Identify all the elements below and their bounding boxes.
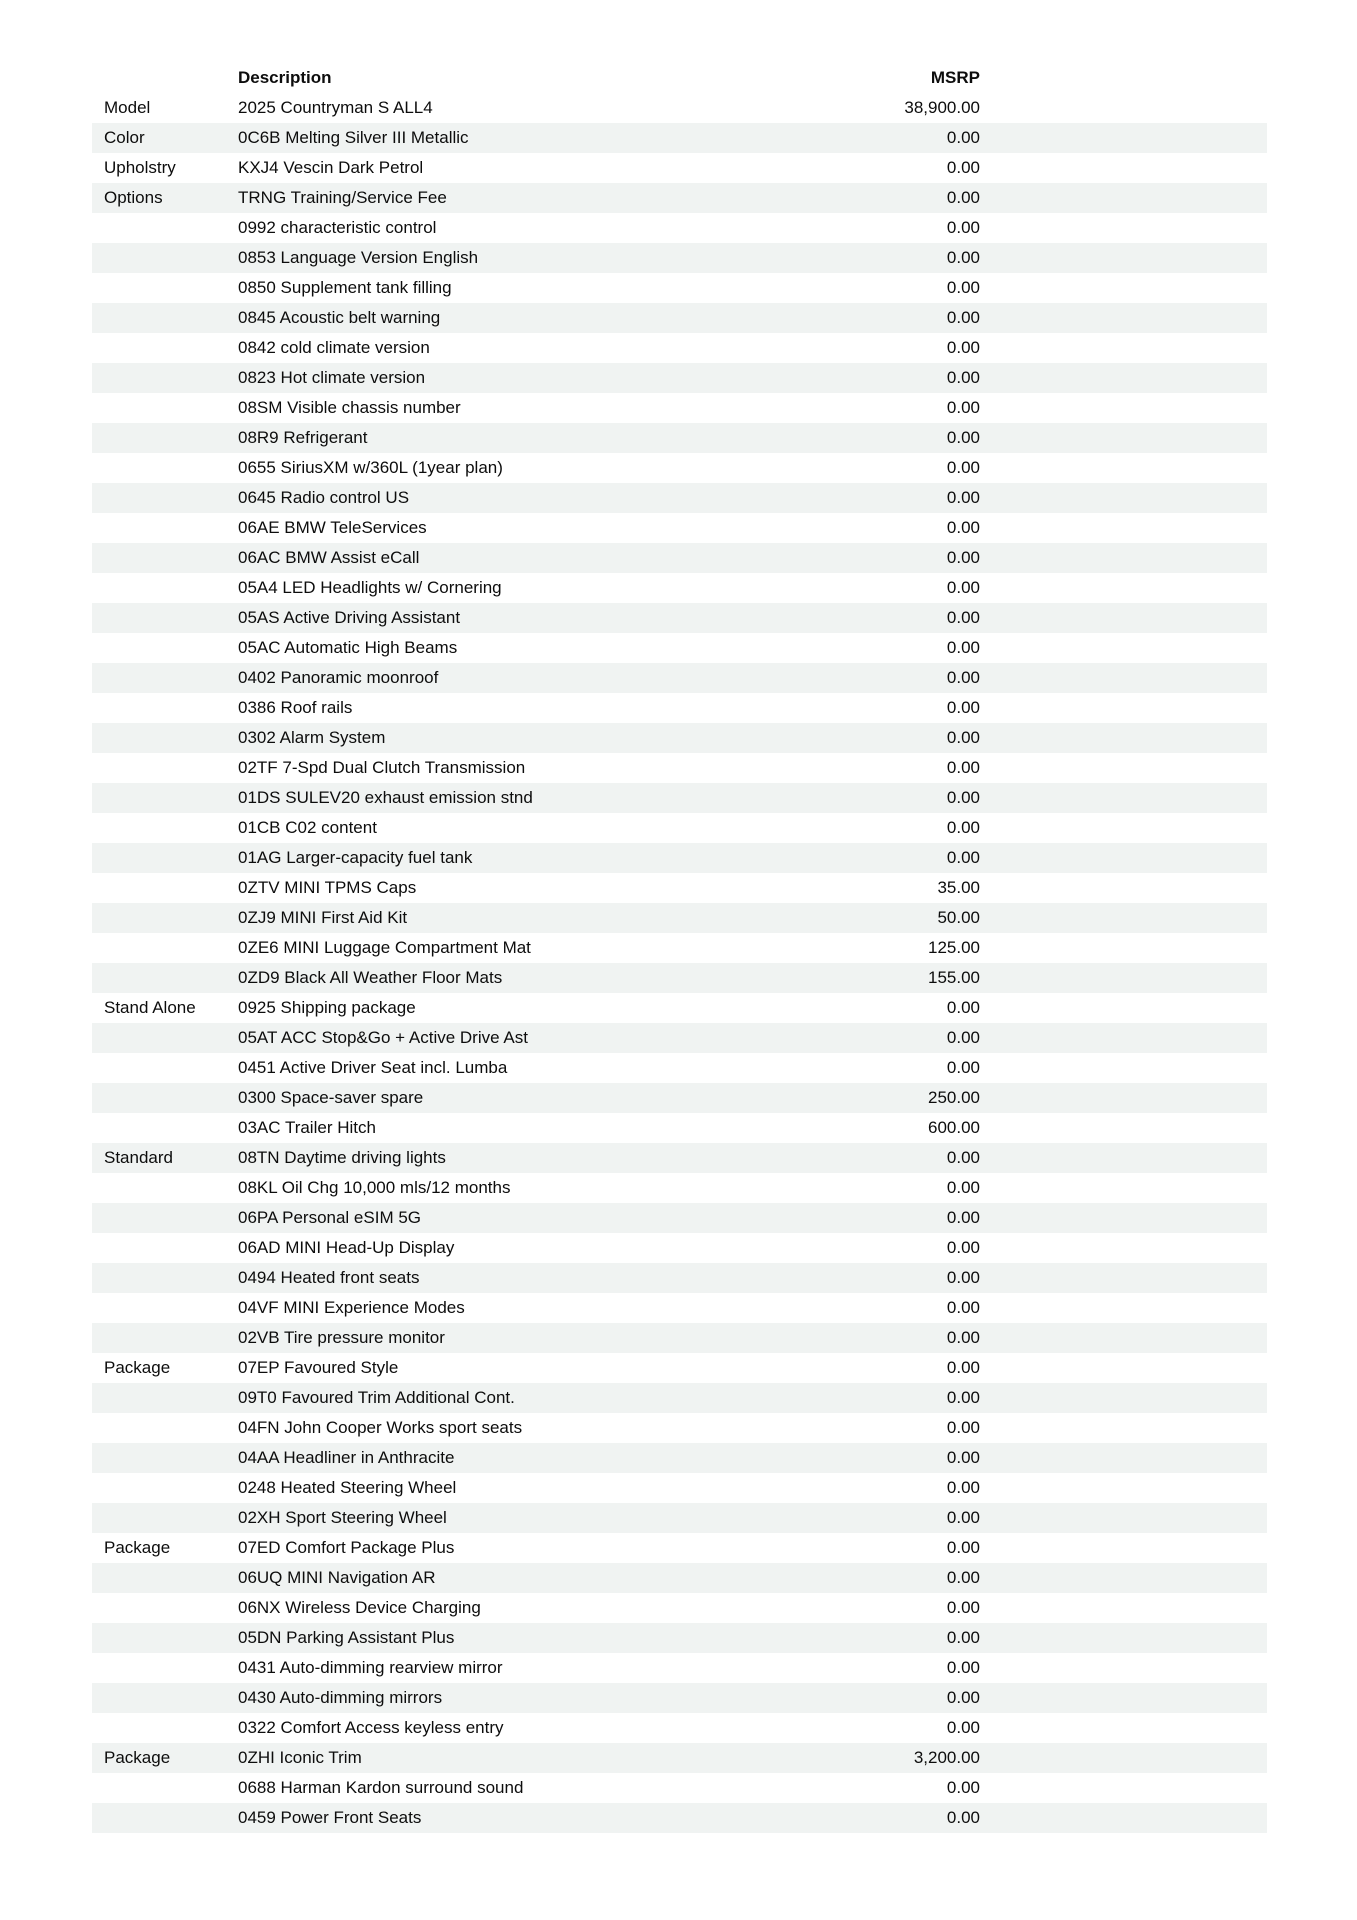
msrp-cell: 0.00 [946,758,980,777]
description-cell: 05AC Automatic High Beams [238,638,458,657]
row-right-spacer [980,1353,1267,1383]
msrp-cell: 0.00 [946,248,980,267]
category-cell [92,1293,238,1323]
header-right-spacer [980,63,1267,93]
description-cell: 07ED Comfort Package Plus [238,1538,455,1557]
category-cell [92,483,238,513]
table-row [92,363,1267,393]
category-cell [92,753,238,783]
category-cell [92,963,238,993]
table-row [92,1713,1267,1743]
description-cell: 0430 Auto-dimming mirrors [238,1688,443,1707]
table-row [92,123,1267,153]
row-right-spacer [980,543,1267,573]
category-cell [92,1173,238,1203]
table-row [92,1623,1267,1653]
category-cell [92,273,238,303]
table-row [92,1083,1267,1113]
row-right-spacer [980,1053,1267,1083]
table-row [92,1413,1267,1443]
msrp-cell: 0.00 [946,668,980,687]
category-cell [92,1593,238,1623]
description-cell: 0ZHI Iconic Trim [238,1748,362,1767]
category-cell [92,1653,238,1683]
description-cell: 08KL Oil Chg 10,000 mls/12 months [238,1178,511,1197]
description-cell: 0248 Heated Steering Wheel [238,1478,457,1497]
table-row [92,993,1267,1023]
row-right-spacer [980,843,1267,873]
category-cell: Package [104,1538,171,1557]
msrp-cell: 0.00 [946,188,980,207]
msrp-cell: 50.00 [937,908,980,927]
category-cell [92,1473,238,1503]
row-right-spacer [980,573,1267,603]
msrp-cell: 0.00 [946,1148,980,1167]
msrp-cell: 38,900.00 [904,98,980,117]
row-right-spacer [980,933,1267,963]
description-header: Description [238,68,332,87]
category-cell: Package [104,1748,171,1767]
msrp-cell: 600.00 [928,1118,980,1137]
table-row [92,1683,1267,1713]
msrp-cell: 0.00 [946,1508,980,1527]
row-right-spacer [980,993,1267,1023]
description-cell: 09T0 Favoured Trim Additional Cont. [238,1388,515,1407]
row-right-spacer [980,1713,1267,1743]
row-right-spacer [980,813,1267,843]
row-right-spacer [980,783,1267,813]
category-cell: Model [104,98,151,117]
msrp-cell: 0.00 [946,578,980,597]
table-row [92,1293,1267,1323]
table-row [92,753,1267,783]
category-cell: Standard [104,1148,173,1167]
description-cell: 0850 Supplement tank filling [238,278,452,297]
category-cell [92,843,238,873]
description-cell: 0322 Comfort Access keyless entry [238,1718,504,1737]
category-cell [92,603,238,633]
row-right-spacer [980,1293,1267,1323]
category-cell [92,783,238,813]
table-row [92,1263,1267,1293]
row-right-spacer [980,1743,1267,1773]
row-right-spacer [980,1173,1267,1203]
category-cell: Package [104,1358,171,1377]
row-right-spacer [980,1773,1267,1803]
row-right-spacer [980,1263,1267,1293]
msrp-cell: 155.00 [928,968,980,987]
vehicle-pricing-table [92,63,1267,1833]
description-cell: 0655 SiriusXM w/360L (1year plan) [238,458,503,477]
description-cell: 0431 Auto-dimming rearview mirror [238,1658,503,1677]
table-row [92,303,1267,333]
table-row [92,213,1267,243]
category-cell [92,1563,238,1593]
category-cell [92,1443,238,1473]
table-row [92,1023,1267,1053]
description-cell: 0992 characteristic control [238,218,437,237]
table-row [92,933,1267,963]
row-right-spacer [980,183,1267,213]
row-right-spacer [980,903,1267,933]
row-right-spacer [980,303,1267,333]
table-row [92,1533,1267,1563]
category-cell [92,303,238,333]
msrp-header: MSRP [930,68,980,87]
msrp-cell: 0.00 [946,1178,980,1197]
row-right-spacer [980,693,1267,723]
description-cell: 01AG Larger-capacity fuel tank [238,848,473,867]
table-row [92,333,1267,363]
table-row [92,1203,1267,1233]
msrp-cell: 35.00 [937,878,980,897]
table-row [92,243,1267,273]
description-cell: 0459 Power Front Seats [238,1808,422,1827]
msrp-cell: 250.00 [928,1088,980,1107]
description-cell: 08R9 Refrigerant [238,428,368,447]
table-row [92,483,1267,513]
row-right-spacer [980,1593,1267,1623]
description-cell: 0ZD9 Black All Weather Floor Mats [238,968,503,987]
row-right-spacer [980,393,1267,423]
table-row [92,183,1267,213]
table-row [92,1773,1267,1803]
table-row [92,1473,1267,1503]
description-cell: 06PA Personal eSIM 5G [238,1208,422,1227]
row-right-spacer [980,453,1267,483]
description-cell: 0ZE6 MINI Luggage Compartment Mat [238,938,531,957]
msrp-cell: 0.00 [946,608,980,627]
msrp-cell: 0.00 [946,218,980,237]
category-cell [92,1263,238,1293]
msrp-cell: 0.00 [946,698,980,717]
msrp-cell: 0.00 [946,998,980,1017]
row-right-spacer [980,1083,1267,1113]
category-cell [92,663,238,693]
msrp-cell: 0.00 [946,1718,980,1737]
category-cell [92,1323,238,1353]
row-right-spacer [980,663,1267,693]
msrp-cell: 0.00 [946,788,980,807]
table-row [92,1053,1267,1083]
table-row [92,813,1267,843]
msrp-cell: 0.00 [946,848,980,867]
category-cell [92,813,238,843]
table-row [92,1353,1267,1383]
category-cell [92,543,238,573]
category-cell [92,873,238,903]
description-cell: 0451 Active Driver Seat incl. Lumba [238,1058,508,1077]
description-cell: 02VB Tire pressure monitor [238,1328,445,1347]
table-row [92,273,1267,303]
msrp-cell: 0.00 [946,368,980,387]
row-right-spacer [980,123,1267,153]
msrp-cell: 0.00 [946,1478,980,1497]
row-right-spacer [980,963,1267,993]
row-right-spacer [980,1653,1267,1683]
row-right-spacer [980,153,1267,183]
msrp-cell: 0.00 [946,1238,980,1257]
description-cell: 07EP Favoured Style [238,1358,399,1377]
msrp-cell: 0.00 [946,1598,980,1617]
description-cell: 01CB C02 content [238,818,377,837]
description-cell: 0645 Radio control US [238,488,410,507]
table-row [92,783,1267,813]
description-cell: 0823 Hot climate version [238,368,426,387]
msrp-cell: 0.00 [946,1628,980,1647]
description-cell: 06AE BMW TeleServices [238,518,427,537]
description-cell: 04VF MINI Experience Modes [238,1298,465,1317]
category-cell [92,393,238,423]
description-cell: 06NX Wireless Device Charging [238,1598,481,1617]
table-row [92,693,1267,723]
category-cell [92,1383,238,1413]
row-right-spacer [980,1623,1267,1653]
category-cell [92,1773,238,1803]
category-header-cell [92,63,238,93]
category-cell [92,423,238,453]
row-right-spacer [980,363,1267,393]
table-row [92,1653,1267,1683]
table-row [92,1593,1267,1623]
table-row [92,1233,1267,1263]
msrp-cell: 0.00 [946,488,980,507]
description-cell: 04FN John Cooper Works sport seats [238,1418,523,1437]
row-right-spacer [980,633,1267,663]
msrp-cell: 0.00 [946,1448,980,1467]
row-right-spacer [980,213,1267,243]
msrp-cell: 125.00 [928,938,980,957]
row-right-spacer [980,93,1267,123]
table-row [92,963,1267,993]
category-cell [92,1083,238,1113]
row-right-spacer [980,1563,1267,1593]
category-cell: Options [104,188,163,207]
category-cell [92,1803,238,1833]
table-row [92,663,1267,693]
description-cell: 01DS SULEV20 exhaust emission stnd [238,788,533,807]
table-row [92,1443,1267,1473]
category-cell [92,513,238,543]
category-cell [92,1503,238,1533]
row-right-spacer [980,273,1267,303]
msrp-cell: 3,200.00 [913,1748,980,1767]
msrp-cell: 0.00 [946,728,980,747]
category-cell [92,1203,238,1233]
row-right-spacer [980,243,1267,273]
table-row [92,1323,1267,1353]
category-cell [92,243,238,273]
description-cell: 0ZTV MINI TPMS Caps [238,878,417,897]
description-cell: 0845 Acoustic belt warning [238,308,441,327]
msrp-cell: 0.00 [946,308,980,327]
description-cell: 0494 Heated front seats [238,1268,420,1287]
description-cell: 0302 Alarm System [238,728,386,747]
msrp-cell: 0.00 [946,1658,980,1677]
row-right-spacer [980,1503,1267,1533]
category-cell [92,363,238,393]
row-right-spacer [980,1143,1267,1173]
table-row [92,1803,1267,1833]
table-row [92,453,1267,483]
row-right-spacer [980,513,1267,543]
msrp-cell: 0.00 [946,1028,980,1047]
category-cell [92,633,238,663]
description-cell: 0386 Roof rails [238,698,353,717]
msrp-cell: 0.00 [946,1808,980,1827]
table-row [92,393,1267,423]
msrp-cell: 0.00 [946,458,980,477]
table-row [92,1113,1267,1143]
description-cell: 04AA Headliner in Anthracite [238,1448,455,1467]
table-row [92,1743,1267,1773]
row-right-spacer [980,1533,1267,1563]
category-cell [92,1233,238,1263]
description-cell: 0925 Shipping package [238,998,416,1017]
category-cell [92,1413,238,1443]
row-right-spacer [980,333,1267,363]
category-cell [92,1023,238,1053]
description-cell: 02TF 7-Spd Dual Clutch Transmission [238,758,526,777]
description-cell: 2025 Countryman S ALL4 [238,98,433,117]
description-cell: 05AS Active Driving Assistant [238,608,461,627]
msrp-cell: 0.00 [946,1418,980,1437]
category-cell [92,903,238,933]
description-cell: 0842 cold climate version [238,338,430,357]
category-cell [92,1713,238,1743]
table-row [92,513,1267,543]
row-right-spacer [980,1323,1267,1353]
table-row [92,1143,1267,1173]
row-right-spacer [980,1383,1267,1413]
table-row [92,843,1267,873]
category-cell [92,693,238,723]
msrp-cell: 0.00 [946,1298,980,1317]
msrp-cell: 0.00 [946,428,980,447]
table-row [92,573,1267,603]
description-cell: 08TN Daytime driving lights [238,1148,446,1167]
category-cell [92,333,238,363]
table-row [92,1173,1267,1203]
msrp-cell: 0.00 [946,1208,980,1227]
description-cell: KXJ4 Vescin Dark Petrol [238,158,424,177]
msrp-cell: 0.00 [946,548,980,567]
table-row [92,543,1267,573]
row-right-spacer [980,1113,1267,1143]
description-cell: 0300 Space-saver spare [238,1088,424,1107]
description-cell: 03AC Trailer Hitch [238,1118,376,1137]
description-cell: 06AD MINI Head-Up Display [238,1238,455,1257]
table-row [92,633,1267,663]
description-cell: TRNG Training/Service Fee [238,188,447,207]
table-row [92,1563,1267,1593]
description-cell: 0853 Language Version English [238,248,479,267]
msrp-cell: 0.00 [946,1268,980,1287]
table-row [92,93,1267,123]
msrp-cell: 0.00 [946,638,980,657]
category-cell [92,1683,238,1713]
description-cell: 08SM Visible chassis number [238,398,461,417]
msrp-cell: 0.00 [946,158,980,177]
row-right-spacer [980,753,1267,783]
table-header-row [92,63,1267,93]
msrp-cell: 0.00 [946,128,980,147]
description-cell: 0688 Harman Kardon surround sound [238,1778,524,1797]
msrp-cell: 0.00 [946,1328,980,1347]
row-right-spacer [980,723,1267,753]
category-cell: Upholstry [104,158,176,177]
row-right-spacer [980,1803,1267,1833]
table-row [92,603,1267,633]
category-cell [92,1113,238,1143]
row-right-spacer [980,1203,1267,1233]
table-row [92,1503,1267,1533]
row-right-spacer [980,1023,1267,1053]
row-right-spacer [980,423,1267,453]
description-cell: 05A4 LED Headlights w/ Cornering [238,578,502,597]
msrp-cell: 0.00 [946,398,980,417]
table-row [92,873,1267,903]
description-cell: 0ZJ9 MINI First Aid Kit [238,908,408,927]
row-right-spacer [980,1683,1267,1713]
category-cell [92,933,238,963]
msrp-cell: 0.00 [946,1358,980,1377]
description-cell: 06UQ MINI Navigation AR [238,1568,436,1587]
description-cell: 0C6B Melting Silver III Metallic [238,128,469,147]
category-cell: Stand Alone [104,998,196,1017]
category-cell: Color [104,128,145,147]
category-cell [92,453,238,483]
description-cell: 05AT ACC Stop&Go + Active Drive Ast [238,1028,528,1047]
row-right-spacer [980,1413,1267,1443]
table-row [92,423,1267,453]
category-cell [92,1053,238,1083]
category-cell [92,573,238,603]
msrp-cell: 0.00 [946,1688,980,1707]
msrp-cell: 0.00 [946,1538,980,1557]
table-row [92,903,1267,933]
category-cell [92,1623,238,1653]
row-right-spacer [980,1443,1267,1473]
msrp-cell: 0.00 [946,518,980,537]
table-body [92,93,1267,1833]
msrp-cell: 0.00 [946,338,980,357]
msrp-cell: 0.00 [946,1568,980,1587]
row-right-spacer [980,1233,1267,1263]
msrp-cell: 0.00 [946,1388,980,1407]
row-right-spacer [980,483,1267,513]
row-right-spacer [980,603,1267,633]
description-cell: 0402 Panoramic moonroof [238,668,439,687]
msrp-cell: 0.00 [946,1058,980,1077]
table-row [92,1383,1267,1413]
msrp-cell: 0.00 [946,278,980,297]
description-cell: 02XH Sport Steering Wheel [238,1508,447,1527]
row-right-spacer [980,873,1267,903]
msrp-cell: 0.00 [946,818,980,837]
description-cell: 05DN Parking Assistant Plus [238,1628,455,1647]
row-right-spacer [980,1473,1267,1503]
table-row [92,723,1267,753]
msrp-cell: 0.00 [946,1778,980,1797]
category-cell [92,213,238,243]
category-cell [92,723,238,753]
description-cell: 06AC BMW Assist eCall [238,548,420,567]
table-row [92,153,1267,183]
